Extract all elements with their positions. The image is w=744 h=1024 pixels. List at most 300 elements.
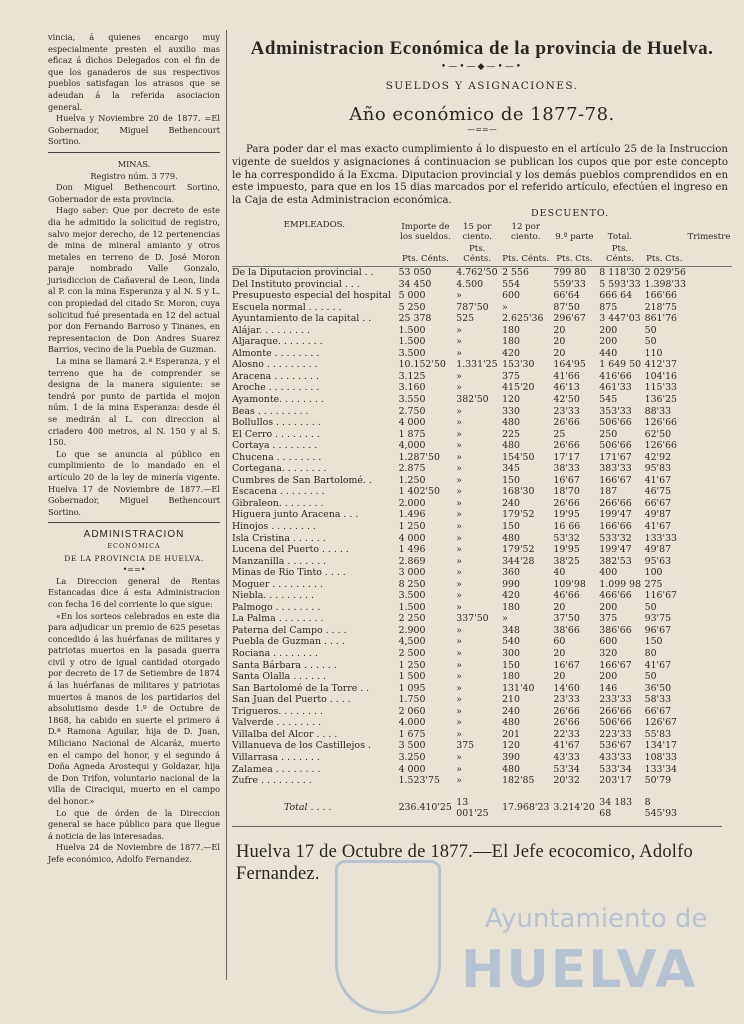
row-cell: 115'33 bbox=[644, 382, 678, 394]
table-row bbox=[232, 302, 732, 314]
left-signature: Huelva y Noviembre 20 de 1877. =El Gobernador, Miguel Bethencourt Sortino. bbox=[48, 113, 220, 147]
table-row bbox=[232, 313, 732, 325]
row-cell: 506'66 bbox=[599, 717, 632, 729]
row-cell: 104'16 bbox=[644, 370, 678, 382]
row-label: Manzanilla . . . . . . . bbox=[232, 555, 327, 567]
row-cell: 16 66 bbox=[553, 521, 581, 533]
row-cell: 506'66 bbox=[599, 417, 632, 429]
row-label: Cumbres de San Bartolomé. . bbox=[232, 474, 372, 486]
row-cell: » bbox=[456, 544, 462, 556]
row-cell: 50 bbox=[644, 601, 657, 613]
row-cell: 133'34 bbox=[644, 763, 678, 775]
row-cell: » bbox=[456, 509, 462, 521]
divider bbox=[48, 522, 220, 523]
row-cell: » bbox=[456, 728, 462, 740]
table-row bbox=[232, 740, 732, 752]
row-cell: 420 bbox=[502, 347, 520, 359]
row-cell: 8 250 bbox=[398, 578, 426, 590]
right-column bbox=[232, 30, 732, 885]
row-cell: 25 bbox=[553, 428, 566, 440]
row-cell: 93'75 bbox=[644, 613, 672, 625]
row-cell: 182'85 bbox=[502, 775, 535, 787]
table-row bbox=[232, 440, 732, 452]
row-cell: » bbox=[456, 763, 462, 775]
table-row bbox=[232, 625, 732, 637]
administracion-paragraph: Lo que de órden de la Direccion general se hace público para que llegue á noticia de las interesadas. bbox=[48, 807, 220, 841]
total-cell: 17.968'23 bbox=[502, 802, 550, 814]
row-cell: 375 bbox=[599, 613, 618, 625]
row-cell: 233'33 bbox=[599, 694, 632, 706]
row-cell: 17'17 bbox=[553, 451, 580, 463]
row-cell: » bbox=[456, 578, 462, 590]
row-cell: 53'32 bbox=[553, 532, 580, 544]
table-row bbox=[232, 509, 732, 521]
row-cell: » bbox=[456, 636, 462, 648]
row-cell: 20 bbox=[553, 336, 566, 348]
row-cell: 337'50 bbox=[456, 613, 489, 625]
row-cell: 412'37 bbox=[644, 359, 678, 371]
row-cell: 466'66 bbox=[599, 590, 632, 602]
row-cell: 4,000 bbox=[398, 440, 426, 452]
row-cell: 50 bbox=[644, 336, 657, 348]
row-cell: » bbox=[456, 659, 462, 671]
total-cell: 13 001'25 bbox=[456, 796, 489, 819]
row-cell: 16'67 bbox=[553, 659, 580, 671]
row-cell: 46'13 bbox=[553, 382, 580, 394]
total-label: Total . . . . bbox=[284, 802, 332, 814]
table-row bbox=[232, 717, 732, 729]
row-cell: 3.550 bbox=[398, 394, 426, 405]
row-cell: 250 bbox=[599, 428, 618, 440]
row-cell: 110 bbox=[644, 347, 663, 359]
row-cell: 200 bbox=[599, 671, 618, 683]
watermark-main: HUELVA bbox=[461, 940, 698, 1000]
total-cell: 236.410'25 bbox=[398, 802, 452, 814]
row-cell: 10.152'50 bbox=[398, 359, 446, 371]
row-cell: 55'83 bbox=[644, 728, 672, 740]
row-cell: 480 bbox=[502, 532, 520, 544]
row-label: Escuela normal . . . . . . bbox=[232, 301, 342, 313]
row-label: Presupuesto especial del hospital bbox=[232, 290, 392, 302]
row-cell: 43'33 bbox=[553, 751, 580, 763]
row-label: Isla Cristina . . . . . . bbox=[232, 532, 326, 544]
row-cell: 150 bbox=[502, 474, 520, 486]
row-cell: » bbox=[456, 474, 462, 486]
row-cell: 225 bbox=[502, 428, 520, 440]
col-header-15: 15 por ciento. bbox=[462, 221, 492, 242]
row-label: Moguer . . . . . . . . . bbox=[232, 578, 323, 590]
row-cell: 525 bbox=[456, 313, 475, 325]
row-cell: 2 029'56 bbox=[644, 266, 686, 278]
row-cell: » bbox=[456, 567, 462, 579]
row-cell: 166'66 bbox=[644, 290, 678, 302]
total-cell: 8 545'93 bbox=[644, 796, 678, 819]
row-label: Cortegana. . . . . . . . bbox=[232, 463, 327, 475]
row-cell: 164'95 bbox=[553, 359, 586, 371]
row-cell: 14'60 bbox=[553, 682, 580, 694]
row-cell: 266'66 bbox=[599, 705, 632, 717]
table-row bbox=[232, 463, 732, 475]
table-row bbox=[232, 394, 732, 406]
row-cell: » bbox=[456, 532, 462, 544]
row-cell: 480 bbox=[502, 763, 520, 775]
row-cell: 296'67 bbox=[553, 313, 586, 325]
row-cell: 46'66 bbox=[553, 590, 580, 602]
minas-paragraph: Don Miguel Bethencourt Sortino, Gobernador de esta provincia. bbox=[48, 182, 220, 204]
row-label: Chucena . . . . . . . . bbox=[232, 451, 322, 463]
row-cell: 200 bbox=[599, 601, 618, 613]
table-row bbox=[232, 567, 732, 579]
row-cell: 382'50 bbox=[456, 394, 489, 405]
row-cell: 136'25 bbox=[644, 394, 678, 405]
minas-paragraph: La mina se llamará 2.ª Esperanza, y el terreno que ha de comprender se designa de la manera siguiente: se tendrá por punto de partida el mojon núm. 1 de la mina Esperanza: desde él se medirán al L. con direccion al criadero 400 metros, al N. 150 y al S. 150. bbox=[48, 356, 220, 448]
row-cell: 41'67 bbox=[644, 521, 672, 533]
row-cell: 41'67 bbox=[644, 474, 672, 486]
row-cell: 40 bbox=[553, 567, 566, 579]
row-label: Ayamonte. . . . . . . . bbox=[232, 394, 324, 405]
unit-label: Pts. Cénts. bbox=[397, 243, 455, 267]
row-cell: 5 000 bbox=[398, 290, 426, 302]
table-row bbox=[232, 429, 732, 441]
row-cell: 240 bbox=[502, 705, 520, 717]
row-label: Palmogo . . . . . . . . bbox=[232, 601, 321, 613]
row-cell: 2 556 bbox=[502, 266, 529, 278]
table-row bbox=[232, 648, 732, 660]
row-cell: 420 bbox=[502, 590, 520, 602]
table-row bbox=[232, 348, 732, 360]
row-cell: 66'64 bbox=[553, 290, 580, 302]
row-cell: 275 bbox=[644, 578, 663, 590]
row-cell: 95'63 bbox=[644, 555, 672, 567]
table-row bbox=[232, 660, 732, 672]
row-cell: 166'67 bbox=[599, 659, 632, 671]
row-label: De la Diputacion provincial . . bbox=[232, 266, 374, 278]
row-cell: 4.500 bbox=[456, 278, 484, 290]
row-cell: 187 bbox=[599, 486, 618, 498]
row-cell: 87'50 bbox=[553, 301, 580, 313]
row-cell: 180 bbox=[502, 336, 520, 348]
row-cell: » bbox=[456, 347, 462, 359]
row-cell: 861'76 bbox=[644, 313, 678, 325]
row-cell: 120 bbox=[502, 740, 520, 752]
row-cell: 133'33 bbox=[644, 532, 678, 544]
table-row bbox=[232, 671, 732, 683]
row-cell: 1.523'75 bbox=[398, 775, 440, 787]
row-cell: 2 060 bbox=[398, 705, 426, 717]
row-cell: » bbox=[456, 705, 462, 717]
row-cell: 545 bbox=[599, 394, 618, 405]
row-label: Valverde . . . . . . . . bbox=[232, 717, 322, 729]
row-cell: 1.500 bbox=[398, 601, 426, 613]
table-row bbox=[232, 382, 732, 394]
registro-number: Registro núm. 3 779. bbox=[90, 170, 178, 181]
row-cell: 4 000 bbox=[398, 417, 426, 429]
row-label: Cortaya . . . . . . . . bbox=[232, 440, 318, 452]
row-label: Santa Olalla . . . . . . bbox=[232, 671, 327, 683]
row-label: San Juan del Puerto . . . . bbox=[232, 694, 351, 706]
row-cell: » bbox=[502, 301, 508, 313]
table-row bbox=[232, 729, 732, 741]
row-cell: 38'25 bbox=[553, 555, 580, 567]
row-cell: 37'50 bbox=[553, 613, 580, 625]
row-cell: 1 250 bbox=[398, 521, 426, 533]
row-cell: 2 500 bbox=[398, 648, 426, 660]
unit-label: Pts. Cts. bbox=[551, 243, 597, 267]
table-row bbox=[232, 533, 732, 545]
row-cell: 49'87 bbox=[644, 509, 672, 521]
row-cell: 2.000 bbox=[398, 497, 426, 509]
table-row bbox=[232, 279, 732, 291]
table-row bbox=[232, 371, 732, 383]
row-cell: 5 250 bbox=[398, 301, 426, 313]
row-cell: » bbox=[456, 336, 462, 348]
row-cell: 1.750 bbox=[398, 694, 426, 706]
row-cell: 108'33 bbox=[644, 751, 678, 763]
row-label: Higuera junto Aracena . . . bbox=[232, 509, 359, 521]
masthead-title: Administracion Económica de la provincia de Huelva. bbox=[250, 38, 714, 59]
row-cell: 382'53 bbox=[599, 555, 632, 567]
table-row bbox=[232, 266, 732, 278]
row-cell: 200 bbox=[599, 324, 618, 336]
row-cell: 20 bbox=[553, 324, 566, 336]
table-row bbox=[232, 752, 732, 764]
row-cell: 218'75 bbox=[644, 301, 678, 313]
row-cell: 1.331'25 bbox=[456, 359, 498, 371]
row-cell: 179'52 bbox=[502, 544, 535, 556]
row-cell: 146 bbox=[599, 682, 618, 694]
row-label: Beas . . . . . . . . . bbox=[232, 405, 309, 417]
row-cell: » bbox=[456, 440, 462, 452]
row-cell: » bbox=[456, 382, 462, 394]
row-cell: 240 bbox=[502, 497, 520, 509]
row-cell: 20 bbox=[553, 671, 566, 683]
row-cell: 300 bbox=[502, 648, 520, 660]
table-row bbox=[232, 579, 732, 591]
row-cell: 50'79 bbox=[644, 775, 672, 787]
row-cell: 126'66 bbox=[644, 440, 678, 452]
row-cell: 1.398'33 bbox=[644, 278, 686, 290]
row-cell: 126'66 bbox=[644, 417, 678, 429]
row-cell: 3.500 bbox=[398, 347, 426, 359]
row-cell: » bbox=[456, 428, 462, 440]
row-cell: 386'66 bbox=[599, 624, 632, 636]
row-cell: 26'66 bbox=[553, 497, 580, 509]
row-label: Alájar. . . . . . . . . bbox=[232, 324, 310, 336]
row-cell: 3 500 bbox=[398, 740, 426, 752]
divider bbox=[48, 152, 220, 153]
row-cell: 22'33 bbox=[553, 728, 580, 740]
row-cell: 416'66 bbox=[599, 370, 632, 382]
table-row bbox=[232, 775, 732, 787]
row-label: Gibraleon. . . . . . . . bbox=[232, 497, 324, 509]
row-label: Escacena . . . . . . . . bbox=[232, 486, 325, 498]
row-cell: 201 bbox=[502, 728, 520, 740]
row-cell: 390 bbox=[502, 751, 520, 763]
row-cell: 2 250 bbox=[398, 613, 426, 625]
row-cell: » bbox=[456, 370, 462, 382]
table-row bbox=[232, 544, 732, 556]
unit-label: Pts. Cénts. bbox=[454, 243, 500, 267]
left-paragraph: vincia, á quienes encargo muy especialmente presten el auxilio mas eficaz á dichos Delegados con el fin de que los ganaderos de sus respectivos pueblos satisfagan los atrasos que se adeudan á la referida asociacion general. bbox=[48, 32, 220, 112]
row-cell: 345 bbox=[502, 463, 520, 475]
row-cell: » bbox=[456, 555, 462, 567]
row-cell: 1 402'50 bbox=[398, 486, 440, 498]
row-cell: » bbox=[456, 290, 462, 302]
table-row bbox=[232, 613, 732, 625]
row-cell: » bbox=[456, 648, 462, 660]
row-cell: 344'28 bbox=[502, 555, 535, 567]
row-cell: 1.099 98 bbox=[599, 578, 642, 590]
row-cell: 200 bbox=[599, 336, 618, 348]
row-cell: » bbox=[456, 486, 462, 498]
row-cell: 60 bbox=[553, 636, 566, 648]
table-row bbox=[232, 475, 732, 487]
row-cell: 66'67 bbox=[644, 705, 672, 717]
table-row bbox=[232, 556, 732, 568]
row-cell: 62'50 bbox=[644, 428, 672, 440]
row-cell: 2.625'36 bbox=[502, 313, 544, 325]
row-cell: 2.750 bbox=[398, 405, 426, 417]
row-cell: 23'33 bbox=[553, 405, 580, 417]
row-cell: 26'66 bbox=[553, 417, 580, 429]
row-cell: » bbox=[456, 671, 462, 683]
col-header-empleados: EMPLEADOS. bbox=[283, 220, 345, 231]
row-cell: » bbox=[456, 405, 462, 417]
intro-paragraph: Para poder dar el mas exacto cumplimiento á lo dispuesto en el artículo 25 de la Instruccion vigente de sueldos y asignaciones á continuacion se publican los cupos que por este concepto le ha correspondido á la Excma. Diputacion provincial y los demás pueblos comprendidos en en este impuesto, para que en los 15 dias marcados por el referido artículo, efectúen el ingreso en la Caja de esta Administracion económica. bbox=[232, 144, 728, 207]
row-cell: 348 bbox=[502, 624, 520, 636]
row-label: Rociana . . . . . . . . bbox=[232, 648, 318, 660]
row-cell: 66'67 bbox=[644, 497, 672, 509]
table-row bbox=[232, 706, 732, 718]
row-cell: 400 bbox=[599, 567, 618, 579]
row-cell: 4 000 bbox=[398, 763, 426, 775]
row-label: Puebla de Guzman . . . . bbox=[232, 636, 345, 648]
row-cell: 360 bbox=[502, 567, 520, 579]
row-cell: 990 bbox=[502, 578, 520, 590]
row-cell: 8 118'30 bbox=[599, 266, 641, 278]
row-cell: 49'87 bbox=[644, 544, 672, 556]
row-label: Aljaraque. . . . . . . . bbox=[232, 336, 323, 348]
row-cell: 4,500 bbox=[398, 636, 426, 648]
row-label: Ayuntamiento de la capital . . bbox=[232, 313, 372, 325]
row-cell: 25 378 bbox=[398, 313, 432, 325]
row-cell: 168'30 bbox=[502, 486, 535, 498]
ornament: •==• bbox=[122, 565, 146, 575]
row-cell: 266'66 bbox=[599, 497, 632, 509]
row-cell: 3.250 bbox=[398, 751, 426, 763]
ornament: •—•—◆—•—• bbox=[440, 62, 524, 72]
row-cell: 58'33 bbox=[644, 694, 672, 706]
total-row bbox=[232, 787, 732, 820]
row-cell: 134'17 bbox=[644, 740, 678, 752]
row-cell: » bbox=[456, 624, 462, 636]
unit-label: Pts. Cénts. bbox=[597, 243, 642, 267]
row-cell: 1 500 bbox=[398, 671, 426, 683]
col-header-importe: Importe de los sueldos. bbox=[400, 221, 451, 242]
row-cell: 26'66 bbox=[553, 705, 580, 717]
table-row bbox=[232, 452, 732, 464]
row-label: Santa Bárbara . . . . . . bbox=[232, 659, 337, 671]
row-cell: 320 bbox=[599, 648, 618, 660]
row-label: Villanueva de los Castillejos . bbox=[232, 740, 371, 752]
row-cell: 50 bbox=[644, 671, 657, 683]
total-cell: 3.214'20 bbox=[553, 802, 595, 814]
left-column bbox=[48, 32, 220, 866]
row-cell: » bbox=[456, 463, 462, 475]
col-header-12: 12 por ciento. bbox=[511, 221, 541, 242]
row-cell: » bbox=[456, 417, 462, 429]
row-label: Minas de Rio Tinto . . . . bbox=[232, 567, 346, 579]
row-cell: 180 bbox=[502, 601, 520, 613]
row-cell: 20 bbox=[553, 601, 566, 613]
row-cell: » bbox=[456, 497, 462, 509]
row-cell: 38'66 bbox=[553, 624, 580, 636]
row-cell: 600 bbox=[599, 636, 618, 648]
row-cell: 42'50 bbox=[553, 394, 580, 405]
row-cell: 383'33 bbox=[599, 463, 632, 475]
administracion-heading: ADMINISTRACION bbox=[83, 529, 185, 541]
table-row bbox=[232, 359, 732, 371]
coat-of-arms-icon bbox=[335, 860, 441, 1014]
row-cell: 433'33 bbox=[599, 751, 632, 763]
row-label: Villalba del Alcor . . . . bbox=[232, 728, 338, 740]
col-header-descuento: DESCUENTO. bbox=[531, 207, 610, 219]
row-cell: 131'40 bbox=[502, 682, 535, 694]
row-cell: 480 bbox=[502, 717, 520, 729]
table-row bbox=[232, 602, 732, 614]
row-cell: 1 675 bbox=[398, 728, 426, 740]
row-cell: 559'33 bbox=[553, 278, 586, 290]
row-label: Niebla. . . . . . . . . bbox=[232, 590, 314, 602]
row-cell: 1 649 50 bbox=[599, 359, 642, 371]
row-cell: 1.500 bbox=[398, 336, 426, 348]
row-cell: 180 bbox=[502, 671, 520, 683]
row-cell: 100 bbox=[644, 567, 663, 579]
row-cell: 1 875 bbox=[398, 428, 426, 440]
row-cell: 46'75 bbox=[644, 486, 672, 498]
row-label: El Cerro . . . . . . . . bbox=[232, 428, 320, 440]
row-cell: 533'34 bbox=[599, 763, 632, 775]
row-cell: 375 bbox=[502, 370, 520, 382]
total-cell: 34 183 68 bbox=[599, 796, 633, 819]
row-cell: 1.496 bbox=[398, 509, 426, 521]
row-cell: 41'67 bbox=[644, 659, 672, 671]
row-cell: 799 80 bbox=[553, 266, 587, 278]
row-cell: 26'66 bbox=[553, 717, 580, 729]
table-row bbox=[232, 325, 732, 337]
unit-label: Pts. Cénts. bbox=[500, 243, 551, 267]
table-row bbox=[232, 683, 732, 695]
row-cell: 88'33 bbox=[644, 405, 672, 417]
row-cell: 23'33 bbox=[553, 694, 580, 706]
table-row bbox=[232, 498, 732, 510]
row-cell: 109'98 bbox=[553, 578, 586, 590]
sueldos-table bbox=[232, 208, 732, 820]
row-cell: 19'95 bbox=[553, 544, 580, 556]
row-cell: 440 bbox=[599, 347, 618, 359]
year-title: Año económico de 1877-78. bbox=[349, 104, 615, 125]
row-cell: 533'32 bbox=[599, 532, 632, 544]
table-row bbox=[232, 590, 732, 602]
row-label: Zufre . . . . . . . . . bbox=[232, 775, 312, 787]
table-row bbox=[232, 764, 732, 776]
row-cell: » bbox=[456, 751, 462, 763]
row-cell: 2.900 bbox=[398, 624, 426, 636]
row-cell: 1 095 bbox=[398, 682, 426, 694]
row-cell: » bbox=[456, 717, 462, 729]
row-cell: 415'20 bbox=[502, 382, 535, 394]
row-label: Villarrasa . . . . . . . bbox=[232, 751, 320, 763]
